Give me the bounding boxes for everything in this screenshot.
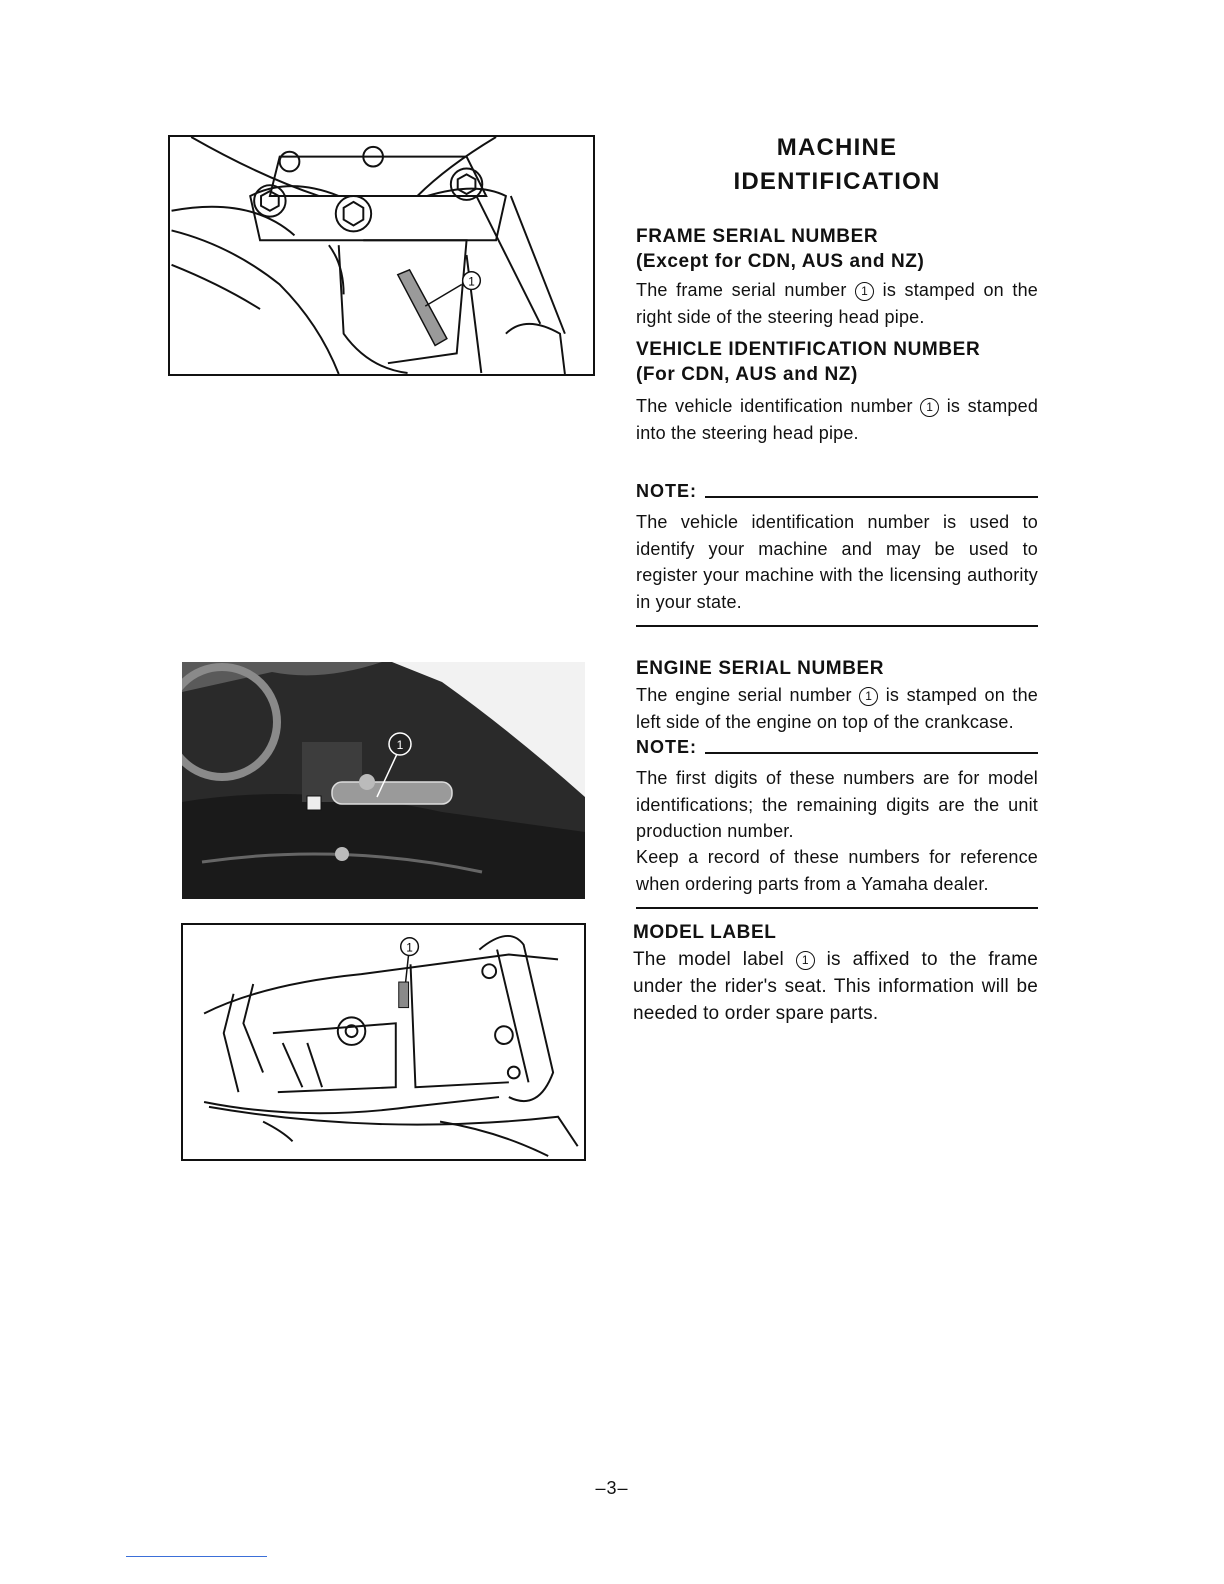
note-1-rule	[705, 496, 1038, 498]
callout-1-marker: 1	[859, 687, 878, 706]
callout-1-marker: 1	[920, 398, 939, 417]
footer-link-underline	[126, 1556, 267, 1557]
engine-serial-heading: ENGINE SERIAL NUMBER	[636, 658, 885, 679]
frame-serial-text	[636, 277, 1038, 330]
model-label-illustration	[181, 923, 586, 1161]
page-number: –3–	[595, 1478, 629, 1498]
note-2-text-2: Keep a record of these numbers for reference when ordering parts from a Yamaha dealer.	[636, 847, 1038, 894]
model-label-text-after: is affixed to the frame under the rider's seat. This information will be needed to order spare parts.	[633, 949, 1038, 1024]
engine-serial-text-before: The engine serial number	[636, 685, 852, 705]
callout-1-marker: 1	[855, 282, 874, 301]
callout-1-label: 1	[468, 274, 475, 289]
engine-serial-text	[636, 682, 1038, 735]
model-label-heading: MODEL LABEL	[633, 922, 777, 943]
note-1-label: NOTE:	[636, 481, 697, 501]
steering-head-drawing	[170, 137, 593, 374]
frame-serial-text-before: The frame serial number	[636, 280, 847, 300]
model-label-text	[633, 946, 1038, 1027]
engine-serial-text-after: is stamped on the left side of the engine on top of the crankcase.	[636, 685, 1039, 732]
model-label-drawing	[183, 925, 584, 1159]
steering-head-illustration	[168, 135, 595, 376]
engine-photo-drawing	[182, 662, 585, 899]
vin-heading	[636, 337, 1038, 387]
callout-1-label: 1	[406, 941, 413, 955]
note-2-end-rule	[636, 907, 1038, 909]
callout-1-marker: 1	[796, 951, 815, 970]
vin-heading-line-2: (For CDN, AUS and NZ)	[636, 364, 858, 385]
vin-heading-line-1: VEHICLE IDENTIFICATION NUMBER	[636, 339, 981, 360]
vin-text-after: is stamped into the steering head pipe.	[636, 396, 1039, 443]
note-1-end-rule	[636, 625, 1038, 627]
frame-serial-heading-line-1: FRAME SERIAL NUMBER	[636, 226, 879, 247]
engine-serial-photo	[182, 662, 585, 899]
note-1-header	[636, 481, 1038, 502]
page-title-line-2: IDENTIFICATION	[733, 168, 941, 195]
frame-serial-text-after: is stamped on the right side of the steering head pipe.	[636, 280, 1039, 327]
vin-text-before: The vehicle identification number	[636, 396, 913, 416]
note-2-text-1: The first digits of these numbers are for model identifications; the remaining digits are the unit production number.	[636, 768, 1038, 841]
note-2-rule	[705, 752, 1038, 754]
frame-serial-heading-line-2: (Except for CDN, AUS and NZ)	[636, 251, 925, 272]
page-title	[636, 131, 1038, 199]
vin-text	[636, 393, 1038, 446]
page-title-line-1: MACHINE	[776, 134, 898, 161]
note-2-header	[636, 737, 1038, 758]
model-label-text-before: The model label	[633, 949, 784, 970]
note-2-label: NOTE:	[636, 737, 697, 757]
note-1-text: The vehicle identification number is used to identify your machine and may be used to register your machine with the licensing authority in your state.	[636, 512, 1038, 612]
callout-1-label: 1	[396, 738, 404, 752]
frame-serial-heading	[636, 224, 1038, 274]
